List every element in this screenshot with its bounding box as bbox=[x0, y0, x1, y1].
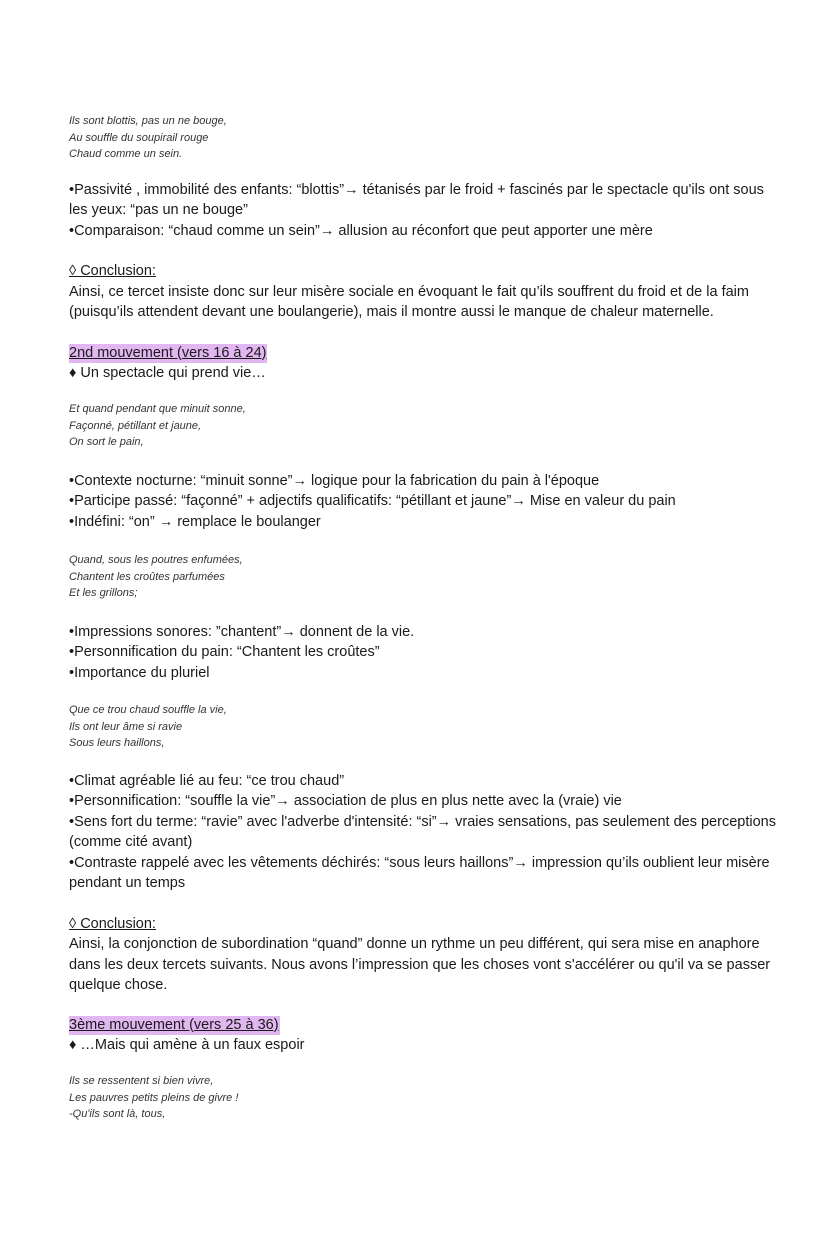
analysis-item: •Contraste rappelé avec les vêtements déchirés: “sous leurs haillons”→ impression qu’ils oublient leur misère pendant un temps bbox=[69, 854, 770, 891]
poem-line: Sous leurs haillons, bbox=[69, 737, 165, 749]
conclusion-block bbox=[69, 914, 779, 996]
poem-line: Et les grillons; bbox=[69, 587, 138, 599]
document-page bbox=[69, 113, 779, 1123]
analysis-item: •Participe passé: “façonné” + adjectifs qualificatifs: “pétillant et jaune”→ Mise en valeur du pain bbox=[69, 493, 676, 509]
poem-line: On sort le pain, bbox=[69, 436, 144, 448]
poem-excerpt bbox=[69, 1073, 779, 1123]
conclusion-title: ◊ Conclusion: bbox=[69, 915, 156, 932]
conclusion-title: ◊ Conclusion: bbox=[69, 263, 156, 279]
section-heading: 2nd mouvement (vers 16 à 24) bbox=[69, 344, 267, 361]
analysis-list bbox=[69, 180, 779, 242]
analysis-item: •Personnification: “souffle la vie”→ association de plus en plus nette avec la (vraie) vie bbox=[69, 793, 622, 809]
poem-line: Chantent les croûtes parfumées bbox=[69, 570, 225, 583]
poem-line: Quand, sous les poutres enfumées, bbox=[69, 554, 243, 566]
analysis-item: •Comparaison: “chaud comme un sein”→ allusion au réconfort que peut apporter une mère bbox=[69, 222, 653, 239]
analysis-item: •Sens fort du terme: “ravie” avec l'adverbe d'intensité: “si”→ vraies sensations, pas seulement des perceptions (comme cité avant) bbox=[69, 813, 776, 850]
poem-line: Au souffle du soupirail rouge bbox=[69, 131, 209, 144]
analysis-item: •Passivité , immobilité des enfants: “blottis”→ tétanisés par le froid + fascinés par le spectacle qu'ils ont sous les yeux: “pas un ne bouge” bbox=[69, 181, 764, 218]
analysis-list bbox=[69, 771, 779, 894]
poem-line: Que ce trou chaud souffle la vie, bbox=[69, 704, 227, 716]
poem-excerpt bbox=[69, 401, 779, 451]
analysis-item: •Climat agréable lié au feu: “ce trou chaud” bbox=[69, 772, 345, 789]
section-heading: 3ème mouvement (vers 25 à 36) bbox=[69, 1016, 279, 1033]
analysis-list bbox=[69, 471, 779, 533]
poem-line: Et quand pendant que minuit sonne, bbox=[69, 403, 246, 415]
section-header bbox=[69, 1016, 779, 1056]
conclusion-text: Ainsi, ce tercet insiste donc sur leur misère sociale en évoquant le fait qu’ils souffrent du froid et de la faim (puisqu’ils attendent devant une boulangerie), mais il montre aussi le manque de chaleur maternelle. bbox=[69, 283, 749, 320]
poem-excerpt bbox=[69, 552, 779, 602]
poem-excerpt bbox=[69, 702, 779, 752]
analysis-item: •Personnification du pain: “Chantent les croûtes” bbox=[69, 644, 380, 660]
section-subtitle: ♦ …Mais qui amène à un faux espoir bbox=[69, 1036, 305, 1053]
poem-excerpt bbox=[69, 113, 779, 163]
poem-line: Chaud comme un sein. bbox=[69, 148, 183, 160]
section-header bbox=[69, 344, 779, 384]
conclusion-text: Ainsi, la conjonction de subordination “quand” donne un rythme un peu différent, qui sera mise en anaphore dans les deux tercets suivants. Nous avons l’impression que les choses vont s'accélérer ou qu'il va se passer quelque chose. bbox=[69, 936, 771, 993]
poem-line: Les pauvres petits pleins de givre ! bbox=[69, 1091, 239, 1104]
section-subtitle: ♦ Un spectacle qui prend vie… bbox=[69, 364, 266, 381]
analysis-item: •Importance du pluriel bbox=[69, 664, 210, 681]
analysis-list bbox=[69, 622, 779, 684]
poem-line: Ils sont blottis, pas un ne bouge, bbox=[69, 115, 227, 127]
poem-line: Ils se ressentent si bien vivre, bbox=[69, 1075, 214, 1087]
analysis-item: •Impressions sonores: ”chantent”→ donnent de la vie. bbox=[69, 623, 415, 640]
conclusion-block bbox=[69, 261, 779, 323]
analysis-item: •Indéfini: “on” → remplace le boulanger bbox=[69, 513, 321, 530]
poem-line: -Qu'ils sont là, tous, bbox=[69, 1108, 166, 1120]
poem-line: Ils ont leur âme si ravie bbox=[69, 720, 183, 733]
analysis-item: •Contexte nocturne: “minuit sonne”→ logique pour la fabrication du pain à l'époque bbox=[69, 472, 600, 489]
poem-line: Façonné, pétillant et jaune, bbox=[69, 419, 202, 432]
